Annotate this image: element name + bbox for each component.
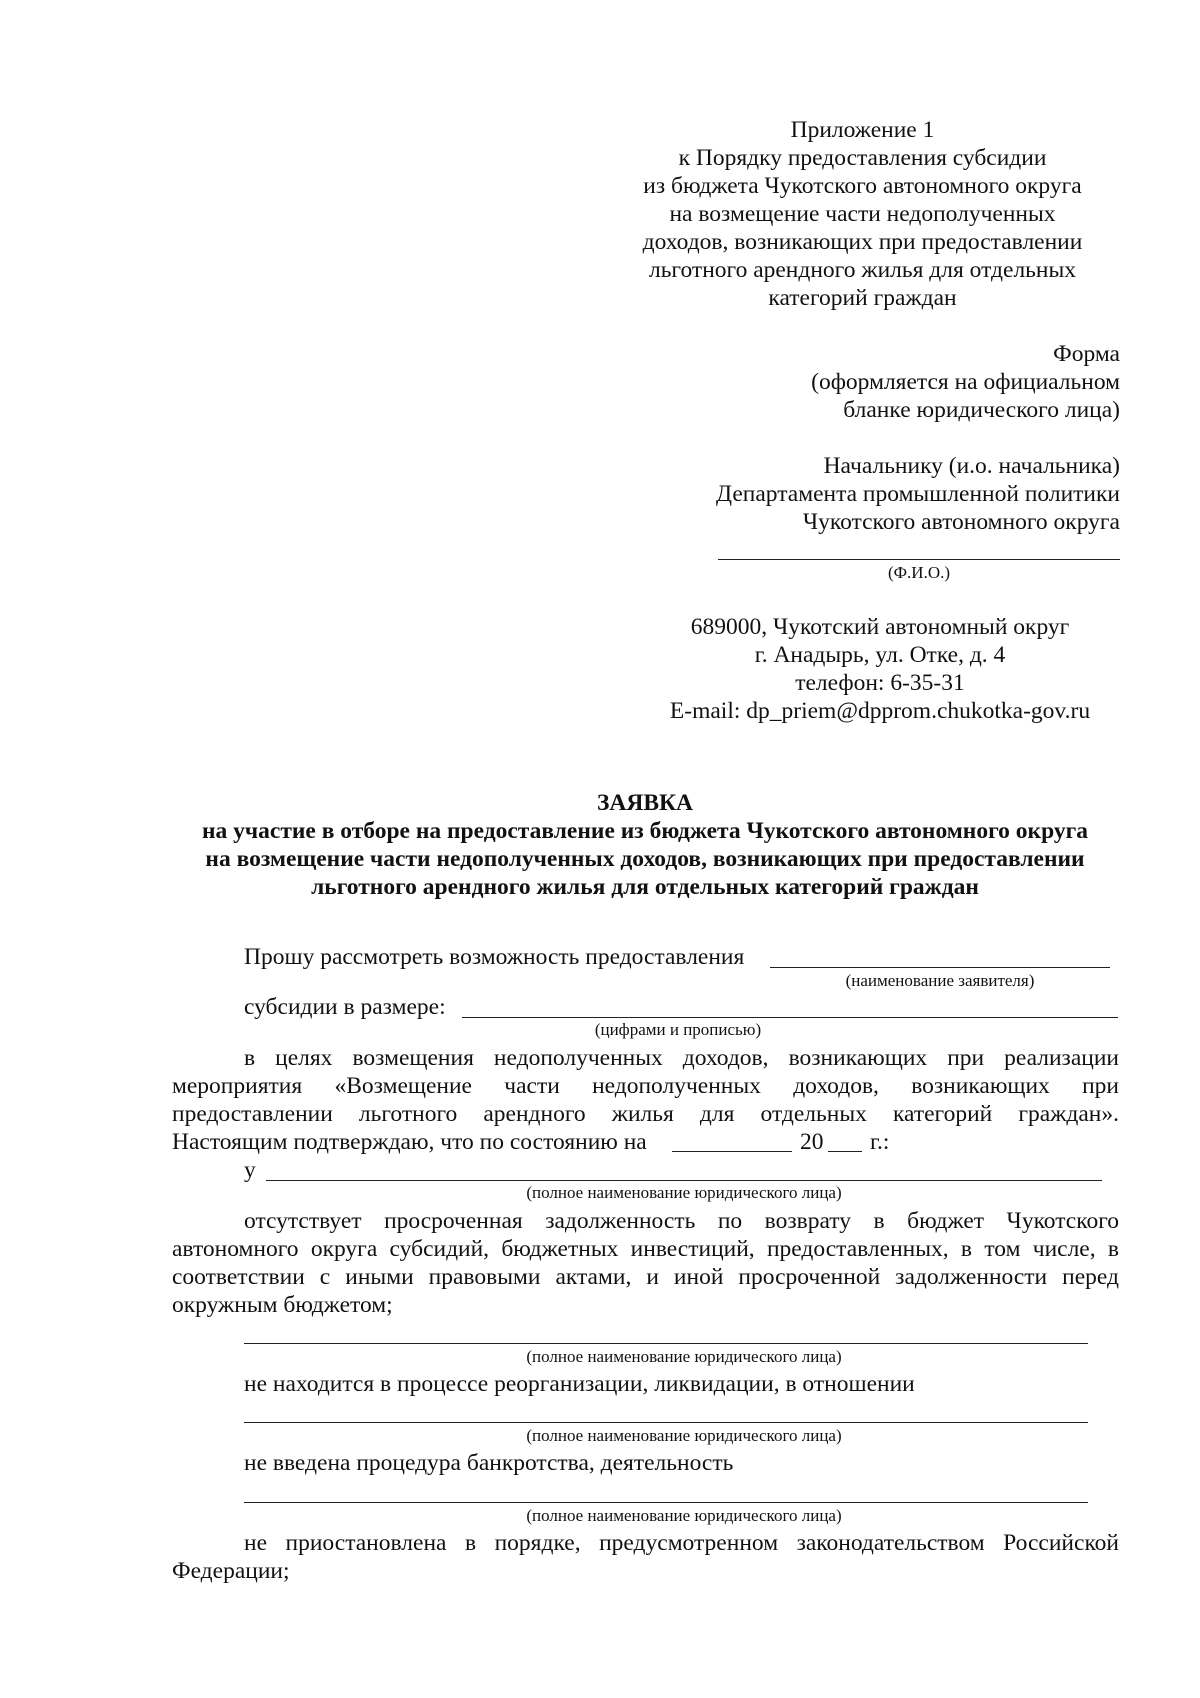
address-line: телефон: 6-35-31 <box>795 670 965 696</box>
address-line: E-mail: dp_priem@dpprom.chukotka-gov.ru <box>669 698 1091 724</box>
addressee-line: Чукотского автономного округа <box>802 509 1120 535</box>
debt-line: автономного округа субсидий, бюджетных инвестиций, предоставленных, в том числе, в <box>172 1236 1119 1262</box>
amount-hint: (цифрами и прописью) <box>594 1020 762 1039</box>
entity-hint: (полное наименование юридического лица) <box>526 1183 842 1202</box>
confirm-year: 20 <box>800 1129 824 1155</box>
bankruptcy-text: не введена процедура банкротства, деятельность <box>244 1450 734 1476</box>
fio-hint: (Ф.И.О.) <box>887 563 951 582</box>
subsidy-amount-label: субсидии в размере: <box>244 994 446 1020</box>
title-line: льготного арендного жилья для отдельных категорий граждан <box>311 874 979 900</box>
form-note-line: (оформляется на официальном <box>811 369 1120 395</box>
entity-name-field-4[interactable] <box>244 1502 1088 1503</box>
confirm-suffix: г.: <box>870 1129 890 1155</box>
appendix-line: категорий граждан <box>768 285 957 311</box>
appendix-line: к Порядку предоставления субсидии <box>678 145 1047 171</box>
purpose-line: предоставлении льготного арендного жилья для отдельных категорий граждан». <box>172 1101 1119 1127</box>
appendix-line: на возмещение части недополученных <box>669 201 1056 227</box>
appendix-line: из бюджета Чукотского автономного округа <box>643 173 1082 199</box>
entity-hint: (полное наименование юридического лица) <box>526 1347 842 1366</box>
entity-name-field-3[interactable] <box>244 1422 1088 1423</box>
suspended-last: Федерации; <box>172 1558 290 1584</box>
applicant-hint: (наименование заявителя) <box>845 971 1035 990</box>
debt-last: окружным бюджетом; <box>172 1292 393 1318</box>
appendix-line: доходов, возникающих при предоставлении <box>642 229 1083 255</box>
title-main: ЗАЯВКА <box>596 790 694 816</box>
form-note-line: Форма <box>1053 341 1120 367</box>
debt-line: отсутствует просроченная задолженность по возврату в бюджет Чукотского <box>244 1208 1119 1234</box>
confirm-prefix: Настоящим подтверждаю, что по состоянию на <box>172 1129 647 1155</box>
entity-hint: (полное наименование юридического лица) <box>526 1426 842 1445</box>
appendix-line: Приложение 1 <box>790 117 935 143</box>
address-line: 689000, Чукотский автономный округ <box>690 614 1070 640</box>
subsidy-amount-field[interactable] <box>462 1017 1118 1018</box>
request-text: Прошу рассмотреть возможность предоставления <box>244 944 745 970</box>
purpose-line: в целях возмещения недополученных доходов, возникающих при реализации <box>244 1045 1119 1071</box>
title-line: на участие в отборе на предоставление из бюджета Чукотского автономного округа <box>201 818 1089 844</box>
entity-name-field-1[interactable] <box>266 1180 1102 1181</box>
confirm-date-field[interactable] <box>672 1151 792 1152</box>
entity-hint: (полное наименование юридического лица) <box>526 1506 842 1525</box>
title-line: на возмещение части недополученных доходов, возникающих при предоставлении <box>205 846 1085 872</box>
applicant-name-field[interactable] <box>770 967 1110 968</box>
reorg-text: не находится в процессе реорганизации, ликвидации, в отношении <box>244 1371 915 1397</box>
suspended-line: не приостановлена в порядке, предусмотренном законодательством Российской <box>244 1530 1119 1556</box>
address-line: г. Анадырь, ул. Отке, д. 4 <box>754 642 1006 668</box>
fio-underline[interactable] <box>718 559 1120 560</box>
confirm-year-field[interactable] <box>828 1151 862 1152</box>
purpose-line: мероприятия «Возмещение части недополученных доходов, возникающих при <box>172 1073 1119 1099</box>
appendix-line: льготного арендного жилья для отдельных <box>648 257 1077 283</box>
addressee-line: Департамента промышленной политики <box>716 481 1120 507</box>
debt-line: соответствии с иными правовыми актами, и иной просроченной задолженности перед <box>172 1264 1119 1290</box>
form-note-line: бланке юридического лица) <box>843 397 1120 423</box>
addressee-line: Начальнику (и.о. начальника) <box>823 453 1120 479</box>
entity-name-field-2[interactable] <box>244 1343 1088 1344</box>
at-label: у <box>244 1157 256 1183</box>
